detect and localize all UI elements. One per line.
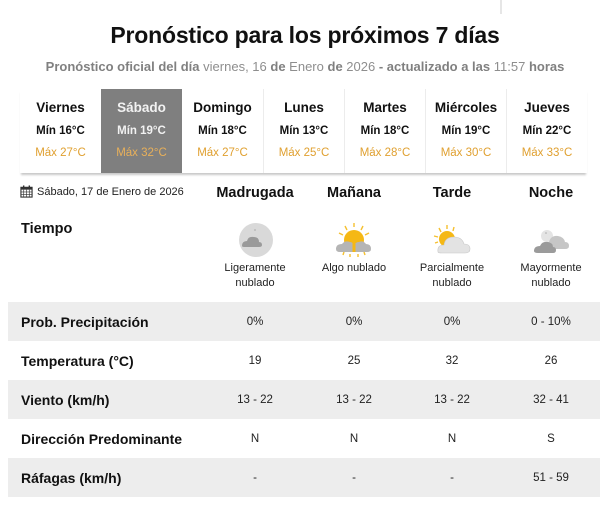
- tab-min-temp: Mín 13°C: [279, 125, 329, 137]
- row-label: Temperatura (°C): [21, 352, 134, 369]
- tab-max-temp: Máx 27°C: [197, 147, 248, 159]
- period-manana: Mañana: [327, 185, 381, 201]
- partly-cloudy-icon: [432, 222, 472, 258]
- tab-sabado[interactable]: [101, 89, 182, 173]
- tab-max-temp: Máx 27°C: [35, 147, 86, 159]
- tab-max-temp: Máx 30°C: [440, 147, 492, 159]
- subtitle-hours-label: horas: [528, 59, 565, 74]
- tab-lunes[interactable]: [263, 89, 344, 173]
- tab-max-temp: Máx 28°C: [359, 147, 411, 159]
- condition-desc: Ligeramente: [224, 262, 286, 274]
- row-value: 13 - 22: [336, 393, 372, 406]
- forecast-subtitle: [0, 59, 610, 74]
- selected-date: [20, 185, 184, 198]
- row-value: -: [352, 471, 356, 484]
- tab-min-temp: Mín 19°C: [117, 125, 166, 137]
- tab-day-name: Martes: [363, 100, 407, 115]
- tab-martes[interactable]: [344, 89, 425, 173]
- row-wind-direction: [8, 419, 600, 458]
- row-value: -: [253, 471, 257, 484]
- tab-max-temp: Máx 32°C: [116, 147, 167, 159]
- tiempo-label: Tiempo: [21, 221, 73, 237]
- row-value: 13 - 22: [237, 393, 273, 406]
- period-madrugada: Madrugada: [216, 185, 294, 201]
- row-label: Prob. Precipitación: [21, 313, 149, 330]
- row-temperature: [8, 341, 600, 380]
- subtitle-de: de: [327, 59, 343, 74]
- row-value: -: [450, 471, 454, 484]
- tab-day-name: Viernes: [36, 100, 85, 115]
- row-value: 0 - 10%: [531, 315, 571, 328]
- night-cloud-icon: [235, 222, 275, 258]
- tab-day-name: Miércoles: [434, 100, 498, 115]
- tab-day-name: Domingo: [193, 100, 252, 115]
- condition-desc: Parcialmente: [419, 262, 485, 274]
- tab-max-temp: Máx 25°C: [278, 147, 330, 159]
- condition-tarde: [402, 222, 502, 291]
- subtitle-year: 2026: [346, 59, 376, 74]
- tab-day-name: Lunes: [284, 100, 324, 115]
- tab-min-temp: Mín 18°C: [360, 125, 410, 137]
- tab-min-temp: Mín 19°C: [441, 125, 491, 137]
- subtitle-updated-label: - actualizado a las: [378, 59, 491, 74]
- condition-desc: nublado: [235, 277, 275, 289]
- subtitle-weekday: viernes, 16: [203, 59, 267, 74]
- row-value: S: [547, 432, 555, 445]
- condition-desc: nublado: [432, 277, 472, 289]
- subtitle-prefix: Pronóstico oficial del día: [45, 59, 200, 74]
- row-label: Dirección Predominante: [21, 430, 183, 447]
- row-value: 0%: [246, 315, 264, 328]
- row-value: 13 - 22: [434, 393, 470, 406]
- sun-behind-cloud-icon: [334, 222, 374, 258]
- tab-min-temp: Mín 18°C: [198, 125, 247, 137]
- subtitle-time: 11:57: [493, 59, 526, 74]
- calendar-icon: [20, 185, 33, 198]
- page-title: Pronóstico para los próximos 7 días: [110, 22, 500, 48]
- row-label: Viento (km/h): [21, 391, 110, 408]
- row-value: 25: [347, 354, 361, 367]
- selected-date-text: Sábado, 17 de Enero de 2026: [37, 185, 184, 198]
- row-value: N: [349, 432, 359, 445]
- row-value: 32 - 41: [533, 393, 569, 406]
- top-divider: [500, 0, 502, 14]
- row-value: 26: [544, 354, 558, 367]
- condition-manana: [304, 222, 404, 276]
- tab-min-temp: Mín 22°C: [522, 125, 572, 137]
- period-tarde: Tarde: [432, 185, 472, 201]
- tab-miercoles[interactable]: [425, 89, 506, 173]
- row-precipitation: [8, 302, 600, 341]
- subtitle-month: Enero: [289, 59, 324, 74]
- row-value: N: [447, 432, 457, 445]
- row-wind: [8, 380, 600, 419]
- tab-day-name: Jueves: [524, 100, 570, 115]
- condition-madrugada: [205, 222, 305, 291]
- subtitle-de: de: [270, 59, 286, 74]
- tab-min-temp: Mín 16°C: [36, 125, 85, 137]
- row-value: 51 - 59: [533, 471, 569, 484]
- tab-max-temp: Máx 33°C: [521, 147, 573, 159]
- row-value: 0%: [345, 315, 363, 328]
- row-value: 32: [445, 354, 459, 367]
- condition-desc: nublado: [531, 277, 571, 289]
- period-noche: Noche: [528, 185, 574, 201]
- day-tabs: [20, 89, 587, 173]
- tab-viernes[interactable]: [20, 89, 101, 173]
- tab-domingo[interactable]: [182, 89, 263, 173]
- row-label: Ráfagas (km/h): [21, 469, 122, 486]
- condition-desc: Algo nublado: [321, 262, 387, 274]
- condition-desc: Mayormente: [520, 262, 582, 274]
- tab-day-name: Sábado: [117, 100, 166, 115]
- tab-jueves[interactable]: [506, 89, 587, 173]
- row-value: 0%: [443, 315, 461, 328]
- row-gusts: [8, 458, 600, 497]
- row-value: 19: [248, 354, 262, 367]
- condition-noche: [501, 222, 601, 291]
- night-mostly-cloudy-icon: [531, 222, 571, 258]
- row-value: N: [250, 432, 260, 445]
